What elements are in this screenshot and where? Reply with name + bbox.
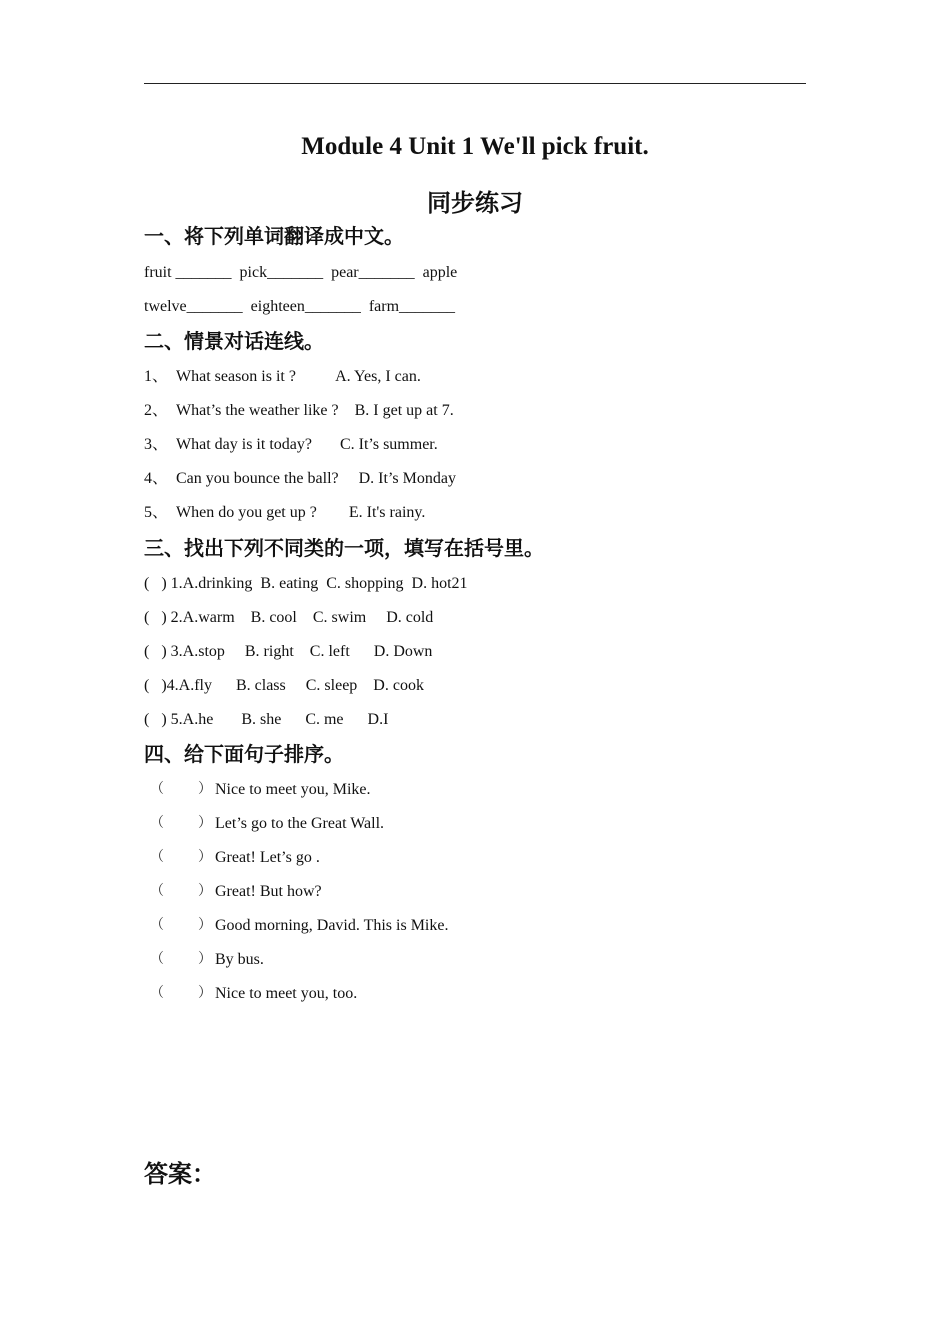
odd-one-out-line: ( ) 5.A.he B. she C. me D.I bbox=[144, 711, 389, 728]
header-rule bbox=[144, 83, 806, 84]
section-1-heading: 一、将下列单词翻译成中文。 bbox=[144, 224, 404, 248]
order-paren-open: （ bbox=[150, 884, 164, 899]
order-sentence: Let’s go to the Great Wall. bbox=[215, 815, 385, 832]
dialogue-match-line: 4、 Can you bounce the ball? D. It’s Monday bbox=[144, 470, 456, 487]
section-1-line: twelve_______ eighteen_______ farm_______ bbox=[144, 298, 456, 315]
order-paren-close: ） bbox=[198, 986, 212, 1001]
order-sentence: Nice to meet you, too. bbox=[215, 985, 358, 1002]
answer-label: 答案： bbox=[144, 1160, 216, 1188]
order-sentence: Great! Let’s go . bbox=[215, 849, 320, 866]
odd-one-out-line: ( ) 3.A.stop B. right C. left D. Down bbox=[144, 643, 433, 660]
order-paren-close: ） bbox=[198, 850, 212, 865]
dialogue-match-line: 1、 What season is it ? A. Yes, I can. bbox=[144, 368, 421, 385]
order-sentence: Nice to meet you, Mike. bbox=[215, 781, 371, 798]
section-2-heading: 二、情景对话连线。 bbox=[144, 329, 324, 353]
page-title: Module 4 Unit 1 We'll pick fruit. bbox=[301, 133, 649, 160]
order-paren-close: ） bbox=[198, 952, 212, 967]
order-paren-open: （ bbox=[150, 782, 164, 797]
order-paren-open: （ bbox=[150, 816, 164, 831]
order-paren-open: （ bbox=[150, 986, 164, 1001]
dialogue-match-line: 2、 What’s the weather like ? B. I get up at 7. bbox=[144, 402, 454, 419]
page-subtitle: 同步练习 bbox=[427, 189, 523, 217]
odd-one-out-line: ( ) 2.A.warm B. cool C. swim D. cold bbox=[144, 609, 434, 626]
section-4-heading: 四、给下面句子排序。 bbox=[144, 742, 344, 766]
dialogue-match-line: 5、 When do you get up ? E. It's rainy. bbox=[144, 504, 426, 521]
order-sentence: By bus. bbox=[215, 951, 264, 968]
dialogue-match-line: 3、 What day is it today? C. It’s summer. bbox=[144, 436, 438, 453]
order-paren-open: （ bbox=[150, 850, 164, 865]
order-paren-close: ） bbox=[198, 918, 212, 933]
section-3-heading: 三、找出下列不同类的一项，填写在括号里。 bbox=[144, 536, 544, 560]
order-sentence: Great! But how? bbox=[215, 883, 322, 900]
order-paren-close: ） bbox=[198, 782, 212, 797]
order-paren-open: （ bbox=[150, 918, 164, 933]
order-paren-open: （ bbox=[150, 952, 164, 967]
section-1-line: fruit _______ pick_______ pear_______ apple bbox=[144, 264, 458, 281]
odd-one-out-line: ( )4.A.fly B. class C. sleep D. cook bbox=[144, 677, 424, 694]
order-sentence: Good morning, David. This is Mike. bbox=[215, 917, 449, 934]
odd-one-out-line: ( ) 1.A.drinking B. eating C. shopping D. hot21 bbox=[144, 575, 468, 592]
order-paren-close: ） bbox=[198, 884, 212, 899]
order-paren-close: ） bbox=[198, 816, 212, 831]
